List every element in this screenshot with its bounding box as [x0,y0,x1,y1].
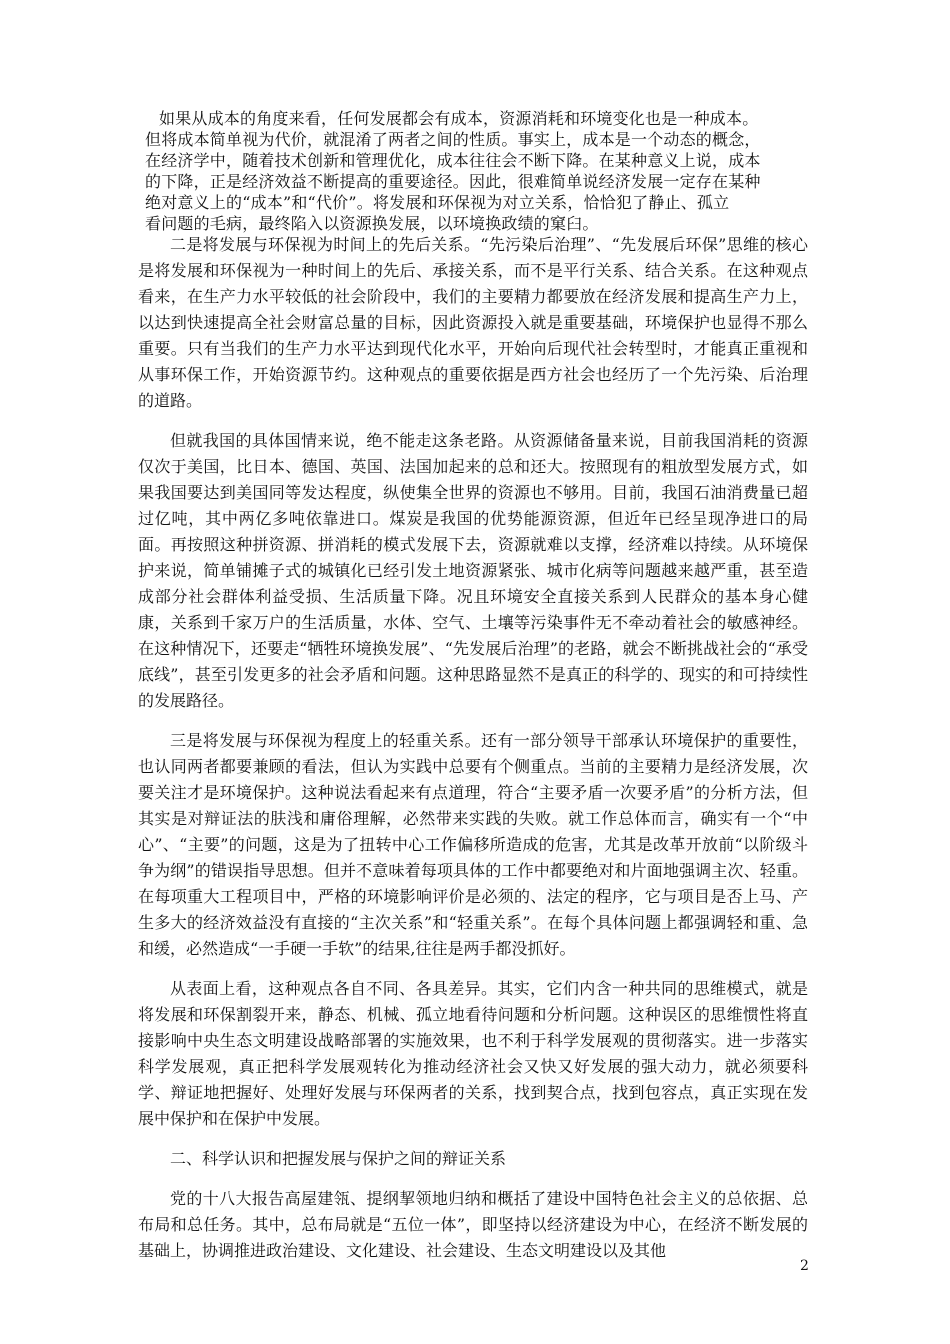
text-line: 的下降，正是经济效益不断提高的重要途径。因此，很难简单说经济发展一定存在某种 [145,172,761,191]
section-heading: 二、科学认识和把握发展与保护之间的辩证关系 [170,1149,507,1168]
paragraph-degree-relation: 三是将发展与环保视为程度上的轻重关系。还有一部分领导干部承认环境保护的重要性，也认同两者都要兼顾的看法，但认为实践中总要有个侧重点。当前的主要精力是经济发展，次要关注才是环境保护。这种说法看起来有点道理，符合“主要矛盾一次要矛盾”的分析方法，但其实是对辩证法的肤浅和庸俗理解，必然带来实践的失败。就工作总体而言，确实有一个“中心”、“主要”的问题，这是为了扭转中心工作偏移所造成的危害，尤其是改革开放前“以阶级斗争为纲”的错误指导思想。但并不意味着每项具体的工作中都要绝对和片面地强调主次、轻重。在每项重大工程项目中，严格的环境影响评价是必须的、法定的程序，它与项目是否上马、产生多大的经济效益没有直接的“主次关系”和“轻重关系”。在每个具体问题上都强调轻和重、急和缓，必然造成“一手硬一手软”的结果,往往是两手都没抓好。 [138,731,808,958]
intro-paragraph [145,108,805,234]
text-line: 但将成本简单视为代价，就混淆了两者之间的性质。事实上，成本是一个动态的概念， [145,130,761,149]
body-text [138,232,808,1278]
paragraph-common-thinking: 从表面上看，这种观点各自不同、各具差异。其实，它们内含一种共同的思维模式，就是将发展和环保割裂开来，静态、机械、孤立地看待问题和分析问题。这种误区的思维惯性将直接影响中央生态文明建设战略部署的实施效果，也不利于科学发展观的贯彻落实。进一步落实科学发展观，真正把科学发展观转化为推动经济社会又快又好发展的强大动力，就必须要科学、辩证地把握好、处理好发展与环保两者的关系，找到契合点，找到包容点，真正实现在发展中保护和在保护中发展。 [138,979,808,1128]
paragraph-national-conditions: 但就我国的具体国情来说，绝不能走这条老路。从资源储备量来说，目前我国消耗的资源仅次于美国，比日本、德国、英国、法国加起来的总和还大。按照现有的粗放型发展方式，如果我国要达到美国同等发达程度，纵使集全世界的资源也不够用。目前，我国石油消费量已超过亿吨，其中两亿多吨依靠进口。煤炭是我国的优势能源资源，但近年已经呈现净进口的局面。再按照这种拼资源、拼消耗的模式发展下去，资源就难以支撑，经济难以持续。从环境保护来说，简单铺摊子式的城镇化已经引发土地资源紧张、城市化病等问题越来越严重，甚至造成部分社会群体利益受损、生活质量下降。况且环境安全直接关系到人民群众的基本身心健康，关系到千家万户的生活质量，水体、空气、土壤等污染事件无不牵动着社会的敏感神经。在这种情况下，还要走“牺牲环境换发展”、“先发展后治理”的老路，就会不断挑战社会的“承受底线”，甚至引发更多的社会矛盾和问题。这种思路显然不是真正的科学的、现实的和可持续性的发展路径。 [138,431,808,710]
text-line: 如果从成本的角度来看，任何发展都会有成本，资源消耗和环境变化也是一种成本。 [159,109,759,128]
paragraph-eighteenth-congress: 党的十八大报告高屋建瓴、提纲挈领地归纳和概括了建设中国特色社会主义的总依据、总布局和总任务。其中，总布局就是“五位一体”，即坚持以经济建设为中心，在经济不断发展的基础上，协调推进政治建设、文化建设、社会建设、生态文明建设以及其他 [138,1189,808,1260]
text-line: 看问题的毛病，最终陷入以资源换发展，以环境换政绩的窠臼。 [145,214,599,233]
paragraph-time-relation: 二是将发展与环保视为时间上的先后关系。“先污染后治理”、“先发展后环保”思维的核心是将发展和环保视为一种时间上的先后、承接关系，而不是平行关系、结合关系。在这种观点看来，在生产力水平较低的社会阶段中，我们的主要精力都要放在经济发展和提高生产力上，以达到快速提高全社会财富总量的目标，因此资源投入就是重要基础，环境保护也显得不那么重要。只有当我们的生产力水平达到现代化水平，开始向后现代社会转型时，才能真正重视和从事环保工作，开始资源节约。这种观点的重要依据是西方社会也经历了一个先污染、后治理的道路。 [138,235,808,410]
text-line: 在经济学中，随着技术创新和管理优化，成本往往会不断下降。在某种意义上说，成本 [145,151,761,170]
page-number: 2 [800,1258,809,1274]
text-line: 绝对意义上的“成本”和“代价”。将发展和环保视为对立关系，恰恰犯了静止、孤立 [145,193,730,212]
